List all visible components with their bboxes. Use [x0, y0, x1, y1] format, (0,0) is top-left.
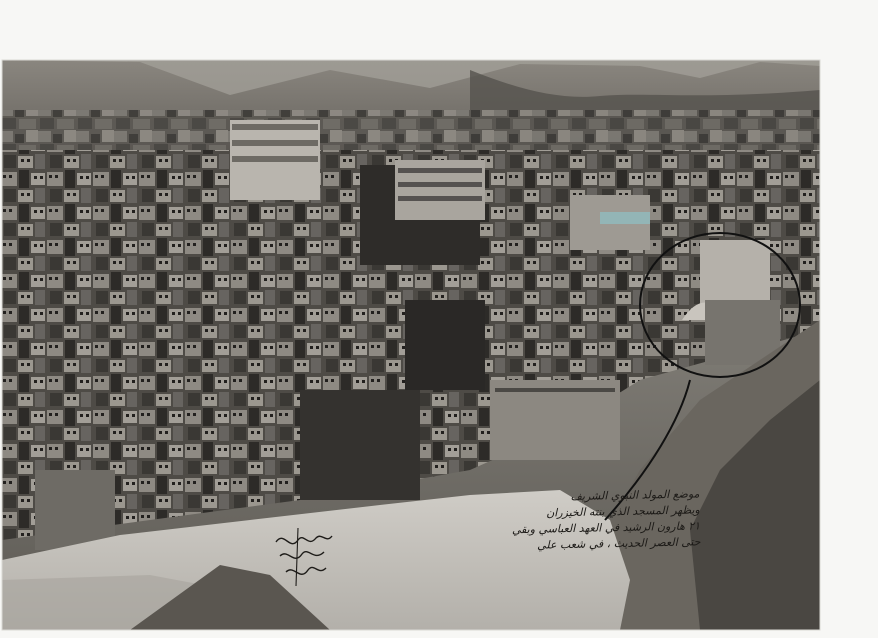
- caption-line-2: ويظهر المسجد الذي بنته الخيزران: [545, 503, 700, 520]
- handwritten-caption: [511, 486, 701, 553]
- caption-line-1: موضع المولد النبوي الشريف: [570, 487, 700, 504]
- caption-line-4: حتى العصر الحديث ، في شعب علي: [536, 535, 701, 552]
- caption-line-3: ٢١ هارون الرشيد في العهد العباسي وبقي: [511, 519, 701, 537]
- signature: [268, 522, 338, 592]
